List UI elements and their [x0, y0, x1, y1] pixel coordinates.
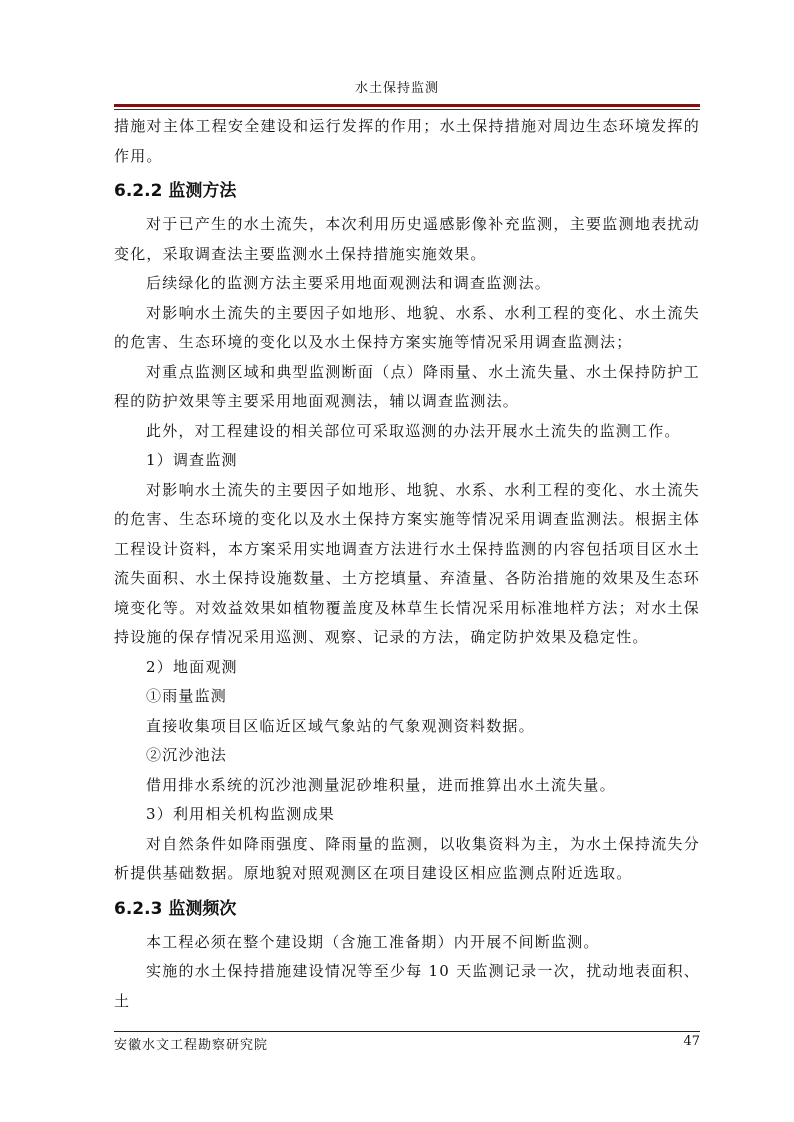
paragraph: 本工程必须在整个建设期（含施工准备期）内开展不间断监测。 [146, 932, 600, 951]
paragraph: 对影响水土流失的主要因子如地形、地貌、水系、水利工程的变化、水土流失的危害、生态环境的变化以及水土保持方案实施等情况采用调查监测法； [114, 303, 700, 351]
section-heading: 6.2.2 监测方法 [114, 181, 237, 201]
footer-organization: 安徽水文工程勘察研究院 [114, 1038, 269, 1053]
paragraph: 对自然条件如降雨强度、降雨量的监测，以收集资料为主，为水土保持流失分析提供基础数据。原地貌对照观测区在项目建设区相应监测点附近选取。 [114, 834, 700, 882]
paragraph: 措施对主体工程安全建设和运行发挥的作用；水土保持措施对周边生态环境发挥的作用。 [114, 117, 700, 165]
header-rule [114, 104, 700, 107]
paragraph: 对影响水土流失的主要因子如地形、地貌、水系、水利工程的变化、水土流失的危害、生态环境的变化以及水土保持方案实施等情况采用调查监测法。根据主体工程设计资料，本方案采用实地调查方法进行水土保持监测的内容包括项目区水土流失面积、水土保持设施数量、土方挖填量、弃渣量、各防治措施的效果及生态环境变化等。对效益效果如植物覆盖度及林草生长情况采用标准地样方法；对水土保持设施的保存情况采用巡测、观察、记录的方法，确定防护效果及稳定性。 [114, 480, 700, 646]
paragraph: 后续绿化的监测方法主要采用地面观测法和调查监测法。 [146, 274, 552, 292]
list-heading: 3）利用相关机构监测成果 [146, 805, 335, 823]
list-heading: 2）地面观测 [146, 657, 238, 676]
sub-heading: ②沉沙池法 [146, 746, 228, 764]
footer-rule [114, 1031, 700, 1032]
section-heading: 6.2.3 监测频次 [114, 898, 237, 919]
paragraph: 对重点监测区域和典型监测断面（点）降雨量、水土流失量、水土保持防护工程的防护效果等主要采用地面观测法，辅以调查监测法。 [114, 362, 700, 410]
list-heading: 1）调查监测 [146, 451, 238, 469]
paragraph: 借用排水系统的沉沙池测量泥砂堆积量，进而推算出水土流失量。 [146, 775, 616, 794]
header-rule-thin [114, 109, 700, 110]
paragraph: 实施的水土保持措施建设情况等至少每 10 天监测记录一次，扰动地表面积、土 [114, 962, 700, 1010]
document-body [114, 112, 700, 1016]
paragraph: 此外，对工程建设的相关部位可采取巡测的办法开展水土流失的监测工作。 [146, 421, 681, 440]
paragraph: 对于已产生的水土流失，本次利用历史遥感影像补充监测，主要监测地表扰动变化，采取调查法主要监测水土保持措施实施效果。 [114, 215, 700, 263]
sub-heading: ①雨量监测 [146, 687, 228, 705]
page-number: 47 [683, 1034, 700, 1049]
page-header-title: 水土保持监测 [354, 81, 439, 96]
paragraph: 直接收集项目区临近区域气象站的气象观测资料数据。 [146, 716, 535, 735]
